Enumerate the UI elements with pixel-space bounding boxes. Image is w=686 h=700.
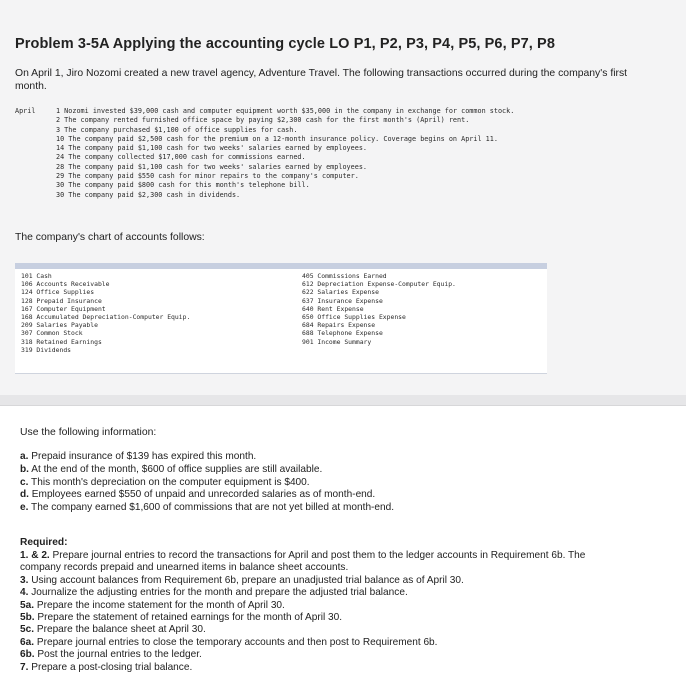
chart-of-accounts-intro: The company's chart of accounts follows:	[15, 232, 205, 243]
account-entry: 168 Accumulated Depreciation-Computer Equip.	[21, 313, 191, 322]
intro-line: month.	[15, 80, 47, 92]
information-heading: Use the following information:	[20, 427, 157, 438]
item-text: Prepare the statement of retained earnings for the month of April 30.	[37, 612, 343, 624]
item-number: 6b.	[20, 649, 35, 661]
account-entry: 650 Office Supplies Expense	[302, 313, 406, 322]
item-text: Prepaid insurance of $139 has expired this month.	[31, 451, 257, 462]
transaction-line: 24 The company collected $17,000 cash for commissions earned.	[56, 153, 306, 162]
item-text: This month's depreciation on the computer equipment is $400.	[31, 476, 310, 488]
required-item	[20, 624, 686, 636]
account-entry: 612 Depreciation Expense-Computer Equip.	[302, 280, 456, 289]
item-letter: d.	[20, 489, 29, 501]
problem-title: Problem 3-5A Applying the accounting cycle LO P1, P2, P3, P4, P5, P6, P7, P8	[15, 36, 555, 52]
information-item	[20, 451, 394, 464]
required-item	[20, 662, 686, 674]
item-number: 7.	[20, 661, 29, 673]
item-letter: a.	[20, 451, 29, 462]
item-text: Employees earned $550 of unpaid and unrecorded salaries as of month-end.	[31, 489, 376, 501]
account-entry: 124 Office Supplies	[21, 288, 95, 297]
item-number: 5c.	[20, 624, 35, 636]
item-number: 6a.	[20, 636, 35, 648]
transaction-line: 1 Nozomi invested $39,000 cash and computer equipment worth $35,000 in the company in exchange for common stock.	[56, 107, 515, 115]
item-text: At the end of the month, $600 of office supplies are still available.	[31, 463, 323, 475]
item-number: 5b.	[20, 612, 35, 624]
required-heading: Required:	[20, 537, 68, 548]
transaction-line: 14 The company paid $1,100 cash for two weeks' salaries earned by employees.	[56, 144, 367, 153]
account-entry: 209 Salaries Payable	[21, 321, 98, 330]
required-item	[20, 600, 686, 612]
transaction-line: 10 The company paid $2,500 cash for the premium on a 12-month insurance policy. Coverage begins on April 11.	[56, 134, 498, 143]
accounts-column-left	[21, 272, 190, 354]
item-text: Journalize the adjusting entries for the month and prepare the adjusted trial balance.	[31, 587, 408, 599]
required-item	[20, 562, 686, 574]
information-item	[20, 502, 394, 515]
transaction-line: 28 The company paid $1,100 cash for two weeks' salaries earned by employees.	[56, 162, 367, 171]
item-letter: c.	[20, 476, 29, 488]
item-text: Post the journal entries to the ledger.	[37, 649, 202, 661]
account-entry: 405 Commissions Earned	[302, 272, 387, 280]
item-text: Prepare a post-closing trial balance.	[31, 661, 193, 673]
required-item	[20, 649, 686, 661]
account-entry: 106 Accounts Receivable	[21, 280, 110, 289]
required-item	[20, 637, 686, 649]
item-number: 3.	[20, 574, 29, 586]
required-item	[20, 575, 686, 587]
item-number: 5a.	[20, 599, 35, 611]
information-item	[20, 477, 394, 490]
required-item	[20, 550, 686, 562]
transaction-line: 2 The company rented furnished office space by paying $2,300 cash for the first month's (April) rent.	[56, 116, 470, 125]
item-number: 1. & 2.	[20, 550, 50, 561]
item-text: The company earned $1,600 of commissions that are not yet billed at month-end.	[31, 502, 395, 514]
chart-of-accounts-table	[15, 269, 547, 374]
section-divider	[0, 395, 686, 405]
account-entry: 128 Prepaid Insurance	[21, 296, 102, 305]
item-text: Prepare the income statement for the month of April 30.	[36, 599, 285, 611]
account-entry: 319 Dividends	[21, 345, 72, 354]
item-letter: b.	[20, 463, 29, 475]
account-entry: 637 Insurance Expense	[302, 296, 383, 305]
transactions-month: April	[15, 107, 36, 115]
account-entry: 688 Telephone Expense	[302, 329, 383, 338]
intro-line: On April 1, Jiro Nozomi created a new travel agency, Adventure Travel. The following transactions occurred during the company's first	[15, 68, 628, 79]
account-entry: 101 Cash	[21, 272, 52, 280]
transaction-line: 3 The company purchased $1,100 of office supplies for cash.	[56, 125, 298, 134]
item-number: 4.	[20, 587, 29, 599]
transactions-list	[56, 107, 686, 200]
transaction-line: 30 The company paid $800 cash for this month's telephone bill.	[56, 181, 310, 190]
problem-intro	[15, 68, 686, 93]
item-text: company records prepaid and unearned items in balance sheet accounts.	[20, 562, 349, 574]
account-entry: 684 Repairs Expense	[302, 321, 376, 330]
account-entry: 901 Income Summary	[302, 337, 372, 346]
item-letter: e.	[20, 502, 29, 514]
accounts-column-right	[302, 272, 456, 346]
required-item	[20, 612, 686, 624]
account-entry: 622 Salaries Expense	[302, 288, 379, 297]
account-entry: 307 Common Stock	[21, 329, 83, 338]
item-text: Prepare journal entries to close the temporary accounts and then post to Requirement 6b.	[36, 636, 438, 648]
information-item	[20, 464, 394, 477]
item-text: Using account balances from Requirement 6b, prepare an unadjusted trial balance as of April 30.	[31, 574, 464, 586]
required-item	[20, 587, 686, 599]
transaction-line: 30 The company paid $2,300 cash in dividends.	[56, 190, 241, 199]
item-text: Prepare the balance sheet at April 30.	[36, 624, 206, 636]
item-text: Prepare journal entries to record the transactions for April and post them to the ledger accounts in Requirement 6b. The	[52, 550, 586, 561]
transaction-line: 29 The company paid $550 cash for minor repairs to the company's computer.	[56, 172, 359, 181]
account-entry: 167 Computer Equipment	[21, 304, 106, 313]
information-list	[20, 451, 394, 515]
account-entry: 640 Rent Expense	[302, 304, 364, 313]
required-list	[20, 550, 686, 674]
account-entry: 318 Retained Earnings	[21, 337, 102, 346]
information-item	[20, 489, 394, 502]
